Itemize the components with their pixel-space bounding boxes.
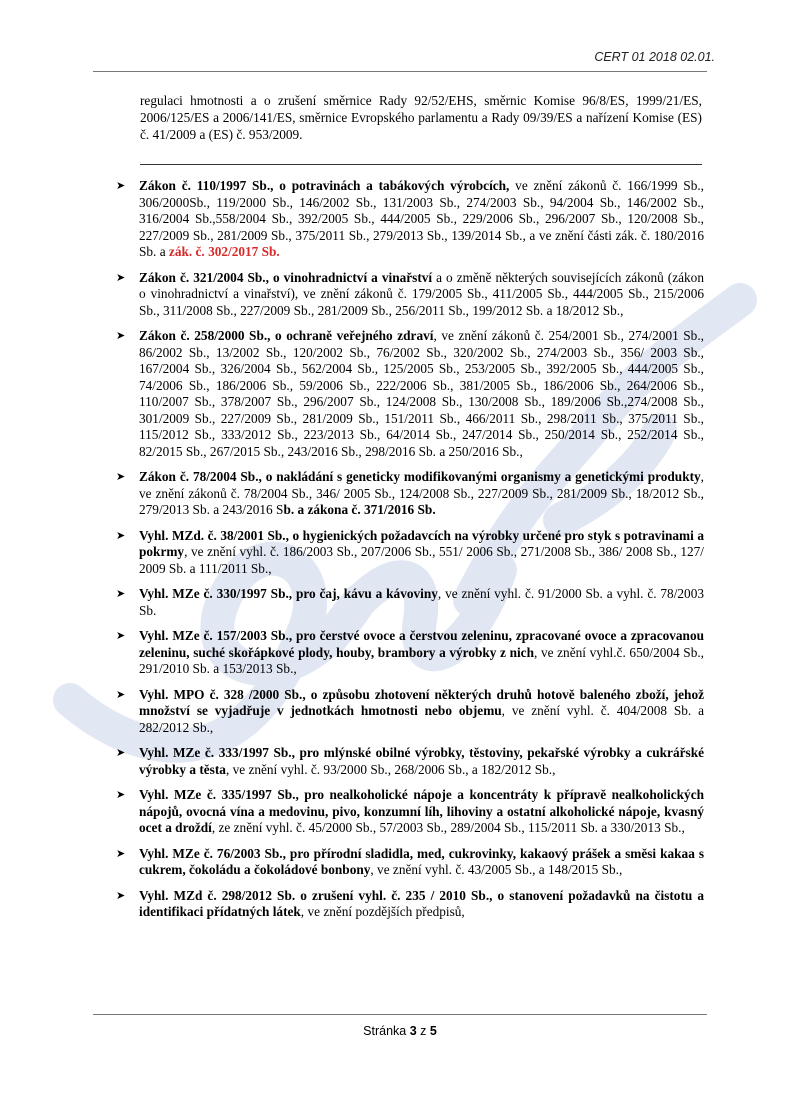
arrow-bullet-icon: ➤ <box>116 846 126 860</box>
item-text: , ve znění vyhl.č. 650/2004 Sb., 291/2010 Sb. a 153/2013 Sb., <box>139 644 704 676</box>
total-pages: 5 <box>429 1024 437 1038</box>
list-item <box>116 528 704 578</box>
item-title: Vyhl. MZe č. 76/2003 Sb., pro přírodní sladidla, med, cukrovinky, kakaový prášek a směsi kakaa s cukrem, čokoládu a čokoládové bonbony <box>139 845 704 877</box>
list-item <box>116 270 704 320</box>
item-title: Zákon č. 78/2004 Sb., o nakládání s geneticky modifikovanými organismy a genetickými produkty <box>139 469 701 484</box>
item-text: , ve znění zákonů č. 78/2004 Sb., 346/ 2005 Sb., 124/2008 Sb., 227/2009 Sb., 281/2009 Sb., 18/2012 Sb., 279/2013 Sb. a 243/2016 S <box>139 469 704 517</box>
item-title: Zákon č. 258/2000 Sb., o ochraně veřejného zdraví <box>139 328 434 343</box>
arrow-bullet-icon: ➤ <box>116 528 126 542</box>
item-text: , ze znění vyhl. č. 45/2000 Sb., 57/2003 Sb., 289/2004 Sb., 115/2011 Sb. a 330/2013 Sb., <box>211 820 685 835</box>
item-title: Vyhl. MZe č. 330/1997 Sb., pro čaj, kávu a kávoviny <box>139 586 438 601</box>
item-text: , ve znění zákonů č. 254/2001 Sb., 274/2001 Sb., 86/2002 Sb., 13/2002 Sb., 120/2002 Sb., 76/2002 Sb., 320/2002 Sb., 274/2003 Sb., 356/ 2003 Sb., 167/2004 Sb., 326/2004 Sb., 562/2004 Sb., 125/2005 Sb., 253/2005 Sb., 392/2005 Sb., 444/2005 Sb., 74/2006 Sb., 186/2006 Sb., 59/2006 Sb., 222/2006 Sb., 381/2005 Sb., 186/2006 Sb., 264/2006 Sb., 110/2007 Sb., 378/2007 Sb., 296/2007 Sb., 124/2008 Sb., 130/2008 Sb., 189/2006 Sb.,274/2008 Sb., 301/2009 Sb., 227/2009 Sb., 281/2009 Sb., 151/2011 Sb., 466/2011 Sb., 298/2011 Sb., 375/2011 Sb., 115/2012 Sb., 333/2012 Sb., 223/2013 Sb., 64/2014 Sb., 247/2014 Sb., 250/2014 Sb., 252/2014 Sb., 82/2015 Sb., 267/2015 Sb., 243/2016 Sb., 298/2016 Sb. a 250/2016 Sb., <box>139 328 704 459</box>
item-title: Vyhl. MPO č. 328 /2000 Sb., o způsobu zhotovení některých druhů hotově baleného zboží, jehož množství se vyjadřuje v jednotkách hmotnosti nebo objemu <box>139 686 704 718</box>
arrow-bullet-icon: ➤ <box>116 329 126 342</box>
arrow-bullet-icon: ➤ <box>116 629 126 642</box>
legislation-list <box>116 178 704 930</box>
item-text: , ve znění vyhl. č. 186/2003 Sb., 207/2006 Sb., 551/ 2006 Sb., 271/2008 Sb., 386/ 2008 Sb., 127/ 2009 Sb. a 111/2011 Sb., <box>139 544 704 576</box>
list-item <box>116 328 704 460</box>
item-text: a o změně některých souvisejících zákonů (zákon o vinohradnictví a vinařství), ve znění zákonů č. 179/2005 Sb., 411/2005 Sb., 444/2005 Sb., 215/2006 Sb., 311/2008 Sb., 227/2009 Sb., 281/2009 Sb., 256/2011 Sb., 199/2012 Sb. a 18/2012 Sb., <box>139 269 704 318</box>
footer-divider <box>93 1014 707 1015</box>
item-title: Vyhl. MZd č. 298/2012 Sb. o zrušení vyhl. č. 235 / 2010 Sb., o stanovení požadavků na čistotu a identifikaci přídatných látek <box>139 887 704 919</box>
item-title: Vyhl. MZe č. 333/1997 Sb., pro mlýnské obilné výrobky, těstoviny, pekařské výrobky a cukrářské výrobky a těsta <box>139 745 704 777</box>
page-footer <box>0 1024 800 1038</box>
list-item <box>116 787 704 837</box>
list-item <box>116 687 704 737</box>
list-item <box>116 586 704 619</box>
item-title-end: b. a zákona č. 371/2016 Sb. <box>283 502 436 517</box>
document-code: CERT 01 2018 02.01. <box>594 50 715 64</box>
page-number: 3 <box>409 1024 417 1038</box>
arrow-bullet-icon: ➤ <box>116 270 126 284</box>
list-item <box>116 888 704 921</box>
item-title: Vyhl. MZe č. 157/2003 Sb., pro čerstvé ovoce a čerstvou zeleninu, zpracované ovoce a zpracovanou zeleninu, suché skořápkové plody, houby, brambory a výrobky z nich <box>139 628 704 660</box>
item-title: Vyhl. MZd. č. 38/2001 Sb., o hygienických požadavcích na výrobky určené pro styk s potravinami a pokrmy <box>139 527 704 559</box>
page-separator: z <box>420 1024 427 1038</box>
item-title: Vyhl. MZe č. 335/1997 Sb., pro nealkoholické nápoje a koncentráty k přípravě nealkoholických nápojů, ovocná vína a medovinu, pivo, konzumní líh, lihoviny a ostatní alkoholické nápoje, kvasný ocet a droždí <box>139 787 704 835</box>
list-item <box>116 178 704 261</box>
item-text: , ve znění vyhl. č. 404/2008 Sb. a 282/2012 Sb., <box>139 703 704 735</box>
arrow-bullet-icon: ➤ <box>116 746 126 759</box>
item-highlight: zák. č. 302/2017 Sb. <box>168 244 280 259</box>
item-text: ve znění zákonů č. 166/1999 Sb., 306/2000Sb., 119/2000 Sb., 146/2002 Sb., 131/2003 Sb., 274/2003 Sb., 94/2004 Sb., 146/2002 Sb., 316/2004 Sb.,558/2004 Sb., 392/2005 Sb., 444/2005 Sb., 229/2006 Sb., 296/2007 Sb., 120/2008 Sb., 227/2009 Sb., 281/2009 Sb., 375/2011 Sb., 279/2013 Sb., 139/2014 Sb., a ve znění části zák. č. 180/2016 Sb. a <box>139 178 704 259</box>
item-text: , ve znění vyhl. č. 43/2005 Sb., a 148/2015 Sb., <box>370 862 623 877</box>
arrow-bullet-icon: ➤ <box>116 587 126 600</box>
arrow-bullet-icon: ➤ <box>116 687 126 701</box>
item-text: , ve znění vyhl. č. 93/2000 Sb., 268/2006 Sb., a 182/2012 Sb., <box>225 761 556 777</box>
list-item <box>116 628 704 678</box>
arrow-bullet-icon: ➤ <box>116 788 126 801</box>
intro-paragraph: regulaci hmotnosti a o zrušení směrnice Rady 92/52/EHS, směrnic Komise 96/8/ES, 1999/21/ES, 2006/125/ES a 2006/141/ES, směrnice Evropského parlamentu a Rady 09/39/ES a nařízení Komise (ES) č. 41/2009 a (ES) č. 953/2009. <box>140 93 702 142</box>
item-text: , ve znění vyhl. č. 91/2000 Sb. a vyhl. č. 78/2003 Sb. <box>139 586 704 618</box>
page-label: Stránka <box>363 1024 407 1038</box>
list-item <box>116 469 704 519</box>
arrow-bullet-icon: ➤ <box>116 470 126 483</box>
list-item <box>116 745 704 778</box>
arrow-bullet-icon: ➤ <box>116 888 126 902</box>
item-title: Zákon č. 110/1997 Sb., o potravinách a tabákových výrobcích, <box>139 178 510 193</box>
item-title: Zákon č. 321/2004 Sb., o vinohradnictví a vinařství <box>139 269 433 285</box>
header-divider <box>93 71 707 72</box>
arrow-bullet-icon: ➤ <box>116 179 126 192</box>
item-text: , ve znění pozdějších předpisů, <box>300 904 465 919</box>
section-divider <box>140 164 702 165</box>
list-item <box>116 846 704 879</box>
